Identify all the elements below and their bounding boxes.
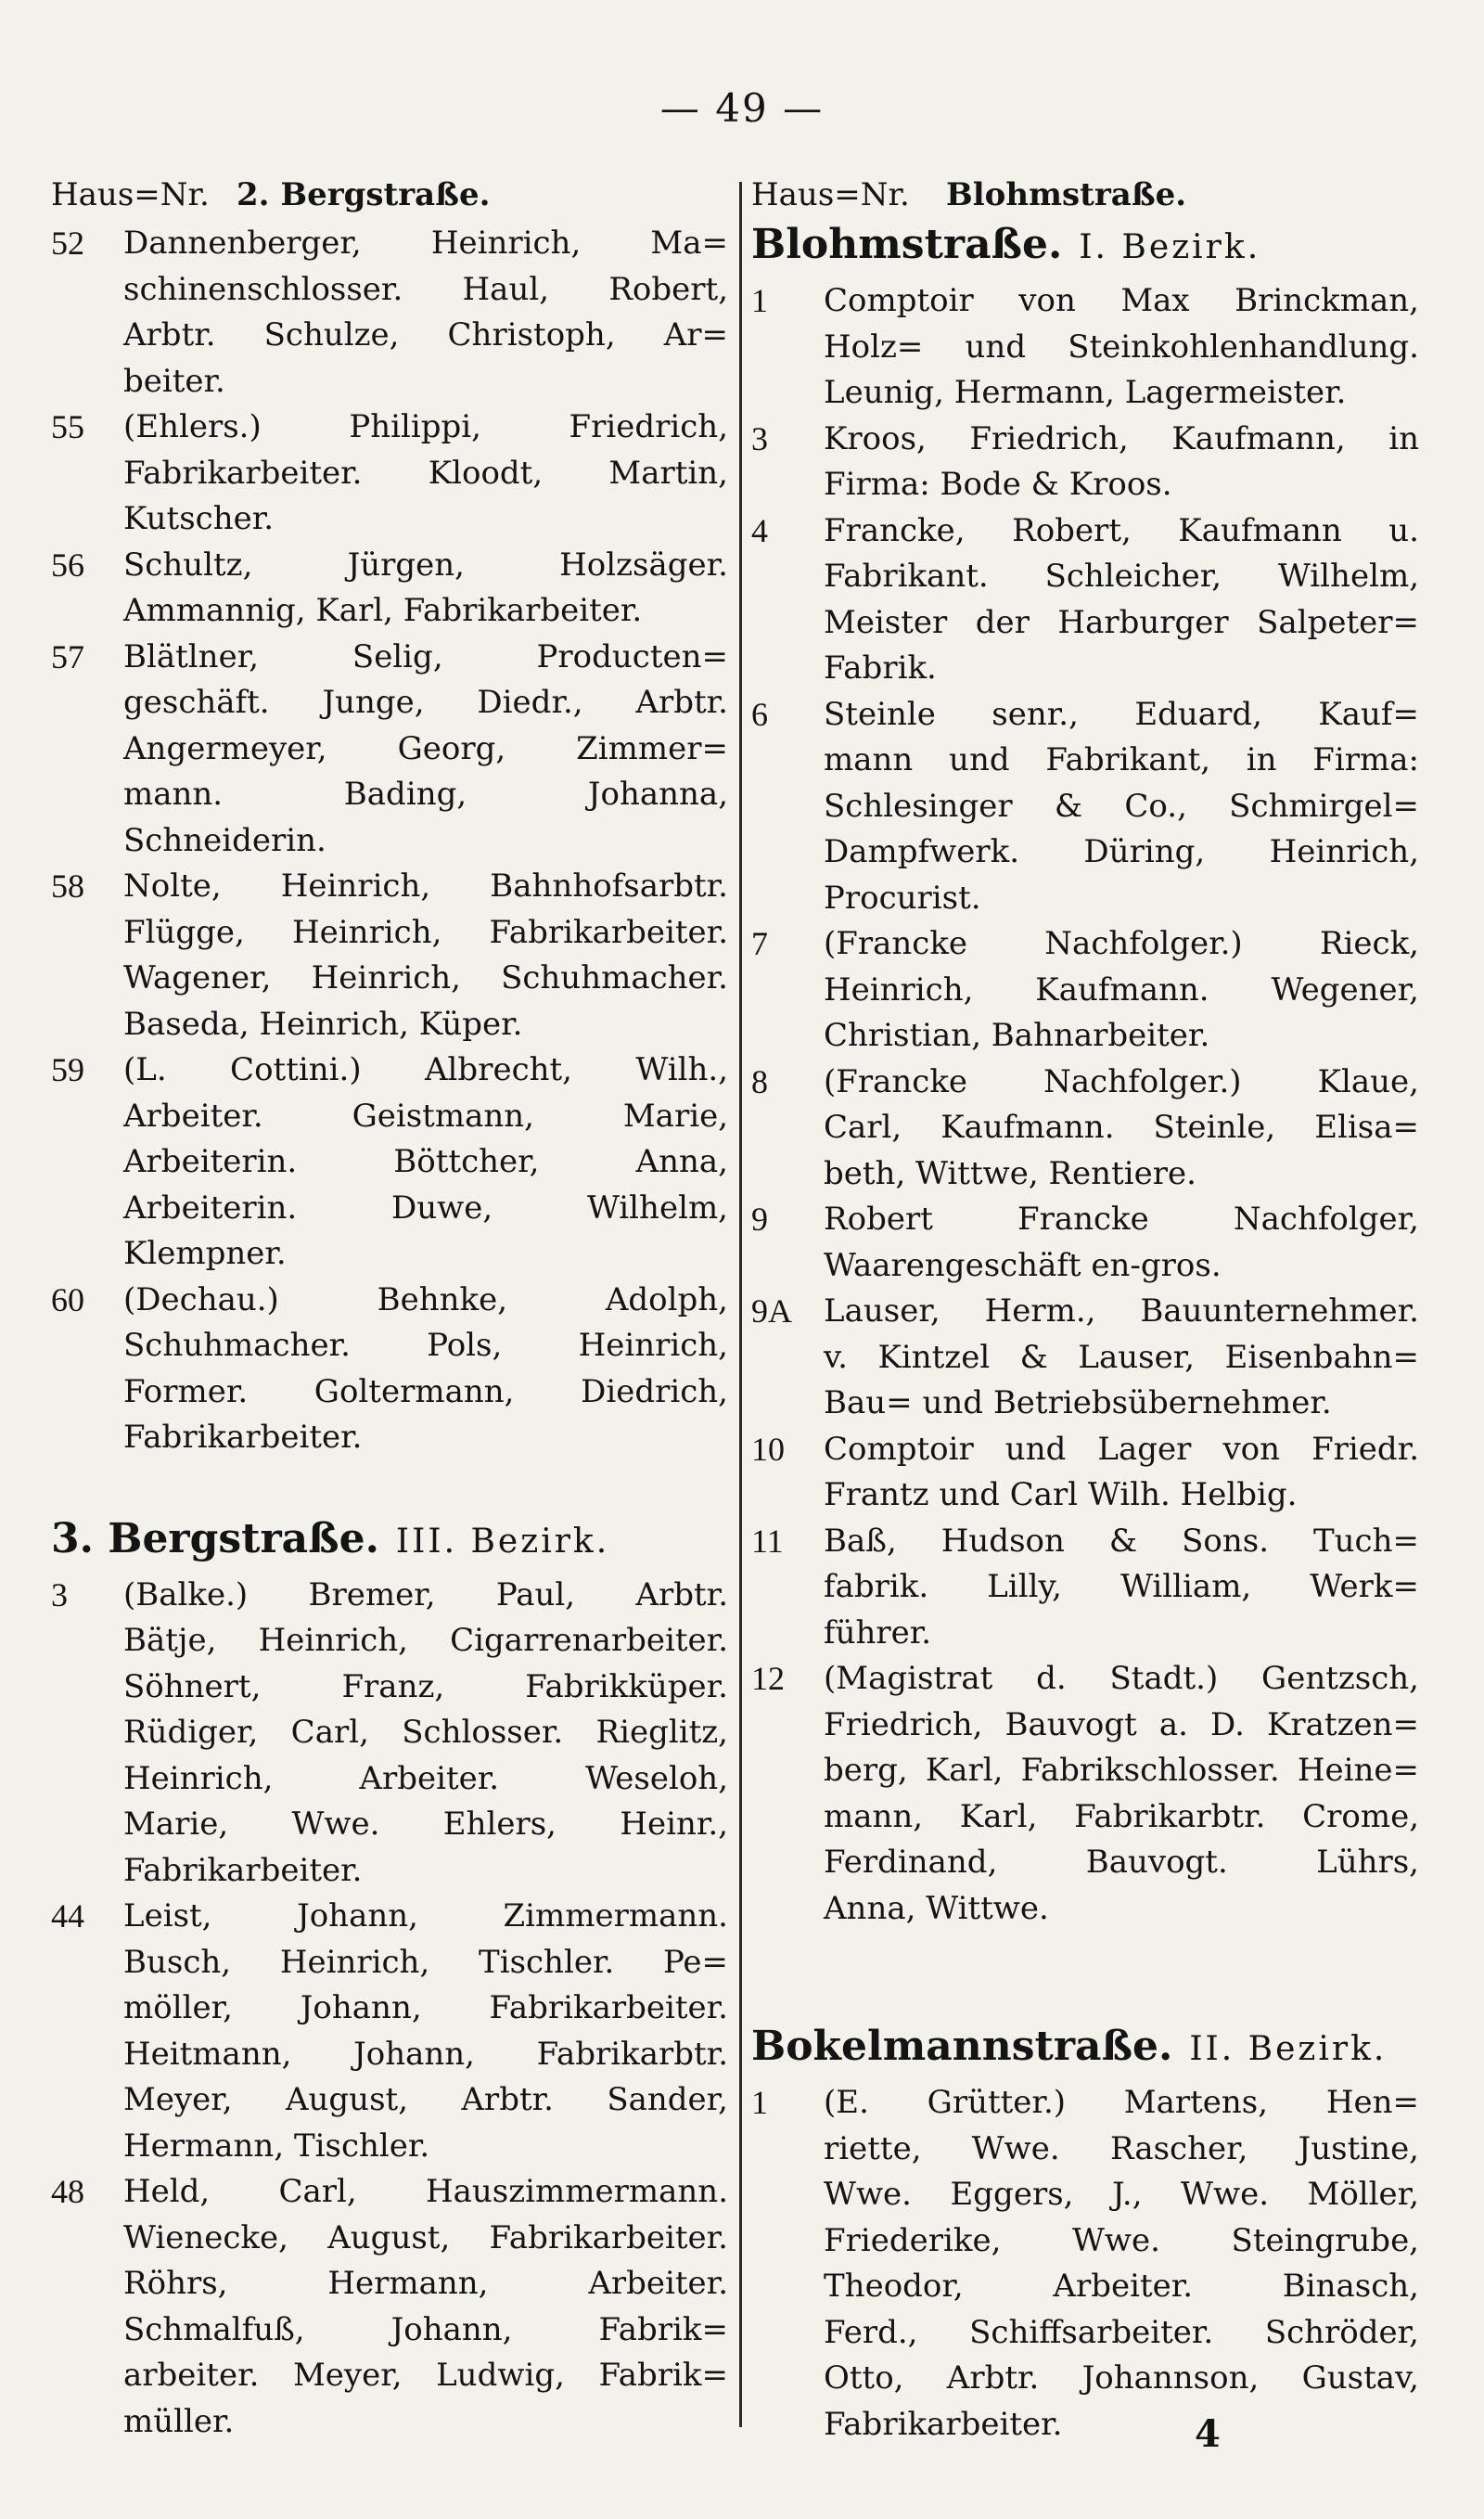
directory-entry (751, 1060, 1419, 1198)
entry-line: riette, Wwe. Rascher, Justine, (824, 2129, 1419, 2167)
entry-line: Baß, Hudson & Sons. Tuch= (824, 1522, 1419, 1560)
directory-entry (51, 1573, 728, 1895)
entry-line: Holz= und Steinkohlenhandlung. (824, 328, 1419, 366)
entry-line: Fabrikant. Schleicher, Wilhelm, (824, 558, 1419, 595)
entry-line: Christian, Bahnarbeiter. (824, 1017, 1210, 1054)
entry-line: (Ehlers.) Philippi, Friedrich, (123, 408, 728, 445)
right-column (751, 176, 1419, 2448)
house-number: 58 (51, 868, 84, 905)
house-number: 56 (51, 546, 84, 584)
entry-line: Arbeiter. Geistmann, Marie, (123, 1097, 728, 1135)
entry-line: Busch, Heinrich, Tischler. Pe= (123, 1943, 728, 1981)
entry-line: geschäft. Junge, Diedr., Arbtr. (123, 684, 728, 721)
house-number: 9 (751, 1201, 768, 1238)
entry-line: Arbtr. Schulze, Christoph, Ar= (123, 316, 728, 353)
entry-line: Flügge, Heinrich, Fabrikarbeiter. (123, 913, 728, 951)
page-number: — 49 — (659, 85, 825, 131)
entry-line: Francke, Robert, Kaufmann u. (824, 511, 1419, 549)
entry-line: Schuhmacher. Pols, Heinrich, (123, 1327, 728, 1364)
house-number: 60 (51, 1280, 84, 1318)
entry-line: Fabrikarbeiter. (123, 1419, 363, 1456)
entry-line: Kutscher. (123, 500, 275, 537)
entry-list (51, 221, 728, 1461)
directory-entry (751, 692, 1419, 922)
house-number: 11 (751, 1522, 784, 1560)
entry-line: Baseda, Heinrich, Küper. (123, 1005, 523, 1043)
entry-line: Dannenberger, Heinrich, Ma= (123, 225, 728, 262)
directory-entry (51, 221, 728, 405)
entry-line: arbeiter. Meyer, Ludwig, Fabrik= (123, 2357, 728, 2394)
entry-line: Fabrikarbeiter. Kloodt, Martin, (123, 454, 728, 492)
section-heading (51, 1515, 728, 1573)
entry-line: müller. (123, 2402, 235, 2440)
hausnr-label: Haus=Nr. (751, 176, 910, 213)
entry-line: Wwe. Eggers, J., Wwe. Möller, (824, 2176, 1419, 2213)
entry-line: Bätje, Heinrich, Cigarrenarbeiter. (123, 1622, 728, 1659)
section-heading (751, 2023, 1419, 2080)
house-number: 48 (51, 2173, 84, 2210)
house-number: 7 (751, 925, 768, 962)
district-label: III. Bezirk. (395, 1522, 610, 1561)
entry-line: mann. Bading, Johanna, (123, 776, 728, 813)
entry-line: Kroos, Friedrich, Kaufmann, in (824, 419, 1419, 457)
house-number: 4 (751, 511, 768, 549)
hausnr-label: Haus=Nr. (51, 176, 210, 213)
entry-line: Ammannig, Karl, Fabrikarbeiter. (123, 592, 643, 629)
entry-line: führer. (824, 1613, 932, 1651)
entry-line: Klempner. (123, 1235, 287, 1272)
entry-line: beiter. (123, 362, 225, 400)
entry-line: Marie, Wwe. Ehlers, Heinr., (123, 1806, 728, 1843)
entry-line: Waarengeschäft en-gros. (824, 1246, 1222, 1284)
house-number: 57 (51, 637, 84, 675)
entry-line: Schmalfuß, Johann, Fabrik= (123, 2310, 728, 2348)
entry-line: Schultz, Jürgen, Holzsäger. (123, 546, 728, 584)
entry-line: Friederike, Wwe. Steingrube, (824, 2221, 1419, 2259)
entry-list (51, 1573, 728, 2446)
house-number: 3 (51, 1575, 68, 1613)
directory-entry (51, 1894, 728, 2169)
entry-line: Wagener, Heinrich, Schuhmacher. (123, 959, 728, 996)
entry-line: Rüdiger, Carl, Schlosser. Rieglitz, (123, 1714, 728, 1751)
house-number: 8 (751, 1062, 768, 1100)
column-header (751, 176, 1419, 221)
directory-entry (751, 1197, 1419, 1289)
directory-entry (51, 864, 728, 1047)
entry-line: Wienecke, August, Fabrikarbeiter. (123, 2218, 728, 2256)
directory-entry (751, 1289, 1419, 1427)
district-label: I. Bezirk. (1079, 228, 1261, 266)
entry-line: Heinrich, Kaufmann. Wegener, (824, 970, 1419, 1009)
street-name: Blohmstraße. (751, 221, 1063, 268)
district-label: II. Bezirk. (1189, 2030, 1388, 2068)
entry-line: mann, Karl, Fabrikarbtr. Crome, (824, 1797, 1419, 1835)
entry-line: (Dechau.) Behnke, Adolph, (123, 1280, 728, 1318)
entry-line: Otto, Arbtr. Johannson, Gustav, (824, 2359, 1419, 2397)
entry-line: Röhrs, Hermann, Arbeiter. (123, 2265, 728, 2302)
entry-line: Arbeiterin. Duwe, Wilhelm, (123, 1189, 728, 1227)
entry-line: Comptoir von Max Brinckman, (824, 282, 1419, 319)
entry-line: v. Kintzel & Lauser, Eisenbahn= (824, 1338, 1419, 1376)
entry-line: (E. Grütter.) Martens, Hen= (824, 2084, 1419, 2121)
entry-line: Carl, Kaufmann. Steinle, Elisa= (824, 1109, 1419, 1146)
directory-entry (751, 921, 1419, 1060)
entry-line: Theodor, Arbeiter. Binasch, (824, 2268, 1419, 2305)
entry-line: Leist, Johann, Zimmermann. (123, 1897, 728, 1934)
column-street-heading: Blohmstraße. (946, 176, 1187, 213)
column-street-heading: 2. Bergstraße. (237, 176, 491, 213)
house-number: 52 (51, 225, 84, 262)
entry-line: Arbeiterin. Böttcher, Anna, (123, 1143, 728, 1180)
house-number: 55 (51, 408, 84, 445)
column-divider (739, 182, 742, 2427)
entry-line: Firma: Bode & Kroos. (824, 466, 1172, 503)
entry-line: (L. Cottini.) Albrecht, Wilh., (123, 1051, 728, 1088)
entry-line: Procurist. (824, 879, 981, 917)
entry-line: Comptoir und Lager von Friedr. (824, 1430, 1419, 1468)
entry-line: Lauser, Herm., Bauunternehmer. (824, 1292, 1419, 1330)
entry-line: Hermann, Tischler. (123, 2127, 430, 2165)
entry-line: Dampfwerk. Düring, Heinrich, (824, 833, 1419, 870)
entry-line: schinenschlosser. Haul, Robert, (123, 270, 728, 308)
entry-line: Schneiderin. (123, 821, 326, 859)
directory-entry (751, 1656, 1419, 1932)
entry-line: (Balke.) Bremer, Paul, Arbtr. (123, 1575, 728, 1613)
entry-line: Frantz und Carl Wilh. Helbig. (824, 1476, 1298, 1513)
directory-entry (51, 1047, 728, 1278)
entry-line: möller, Johann, Fabrikarbeiter. (123, 1989, 728, 2026)
entry-line: Ferdinand, Bauvogt. Lührs, (824, 1844, 1419, 1881)
entry-line: Meyer, August, Arbtr. Sander, (123, 2081, 728, 2118)
entry-line: Söhnert, Franz, Fabrikküper. (123, 1667, 728, 1705)
entry-list (751, 278, 1419, 1932)
entry-line: Heitmann, Johann, Fabrikarbtr. (123, 2035, 728, 2073)
directory-entry (51, 2169, 728, 2445)
entry-line: Robert Francke Nachfolger, (824, 1201, 1419, 1238)
house-number: 1 (751, 282, 768, 319)
signature-mark: 4 (1195, 2412, 1221, 2456)
directory-entry (751, 1427, 1419, 1519)
directory-entry (751, 417, 1419, 508)
entry-line: (Francke Nachfolger.) Klaue, (824, 1062, 1419, 1100)
house-number: 12 (751, 1660, 785, 1697)
directory-entry (51, 1278, 728, 1461)
column-header (51, 176, 728, 221)
directory-entry (751, 2080, 1419, 2448)
directory-entry (751, 508, 1419, 692)
entry-line: Nolte, Heinrich, Bahnhofsarbtr. (123, 868, 728, 905)
house-number: 59 (51, 1051, 84, 1088)
left-column (51, 176, 728, 2445)
entry-line: Steinle senr., Eduard, Kauf= (824, 695, 1419, 733)
entry-line: Ferd., Schiffsarbeiter. Schröder, (824, 2313, 1419, 2351)
street-name: Bokelmannstraße. (751, 2023, 1173, 2070)
section-heading (751, 221, 1419, 278)
house-number: 44 (51, 1897, 84, 1934)
entry-line: beth, Wittwe, Rentiere. (824, 1154, 1196, 1192)
entry-line: berg, Karl, Fabrikschlosser. Heine= (824, 1752, 1419, 1789)
entry-line: Blätlner, Selig, Producten= (123, 637, 728, 675)
entry-line: (Magistrat d. Stadt.) Gentzsch, (824, 1660, 1419, 1697)
entry-line: Fabrikarbeiter. (123, 1851, 363, 1889)
entry-line: (Francke Nachfolger.) Rieck, (824, 925, 1419, 962)
directory-entry (51, 405, 728, 543)
directory-entry (751, 1519, 1419, 1657)
entry-line: Fabrik. (824, 649, 937, 687)
entry-line: Anna, Wittwe. (824, 1889, 1049, 1927)
entry-line: Held, Carl, Hauszimmermann. (123, 2173, 728, 2210)
entry-line: Leunig, Hermann, Lagermeister. (824, 374, 1347, 411)
directory-entry (51, 543, 728, 635)
entry-line: fabrik. Lilly, William, Werk= (824, 1568, 1419, 1605)
house-number: 6 (751, 695, 768, 733)
house-number: 9A (751, 1292, 792, 1330)
entry-line: Meister der Harburger Salpeter= (824, 603, 1419, 641)
entry-line: Former. Goltermann, Diedrich, (123, 1372, 728, 1410)
entry-line: Heinrich, Arbeiter. Weseloh, (123, 1759, 728, 1797)
entry-list (751, 2080, 1419, 2448)
house-number: 10 (751, 1430, 785, 1468)
entry-line: Bau= und Betriebsübernehmer. (824, 1384, 1332, 1421)
house-number: 3 (751, 419, 768, 457)
street-name: 3. Bergstraße. (51, 1514, 379, 1562)
directory-entry (751, 278, 1419, 417)
house-number: 1 (751, 2084, 768, 2121)
entry-line: Fabrikarbeiter. (824, 2405, 1063, 2443)
directory-entry (51, 635, 728, 865)
entry-line: Angermeyer, Georg, Zimmer= (123, 729, 728, 767)
entry-line: Schlesinger & Co., Schmirgel= (824, 787, 1419, 825)
entry-line: Friedrich, Bauvogt a. D. Kratzen= (824, 1705, 1419, 1743)
entry-line: mann und Fabrikant, in Firma: (824, 741, 1419, 778)
